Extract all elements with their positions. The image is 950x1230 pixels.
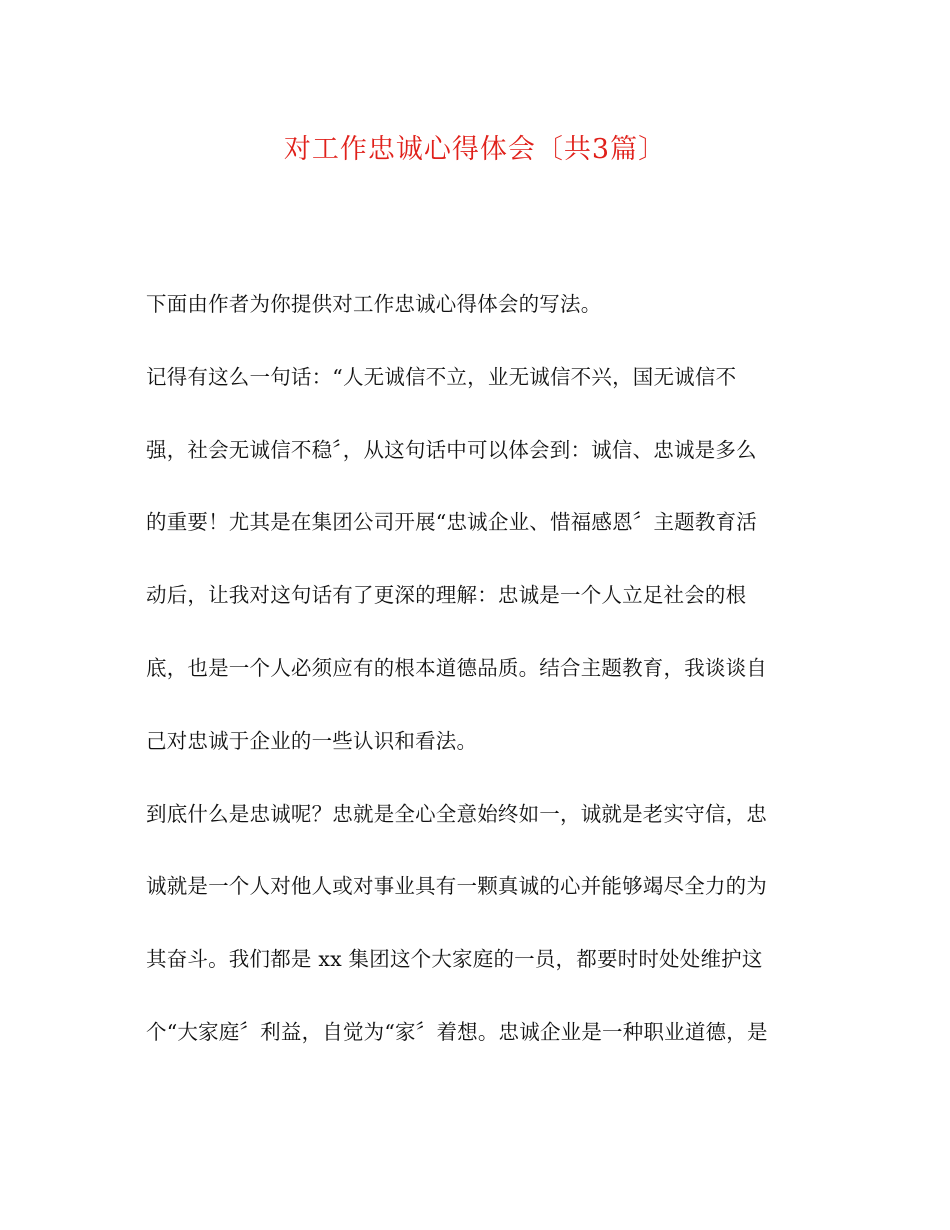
document-title: 对工作忠诚心得体会〔共3篇〕 bbox=[283, 134, 667, 165]
body-line: 个“大家庭〞利益，自觉为“家〞着想。忠诚企业是一种职业道德，是 bbox=[146, 1019, 768, 1044]
body-line: 底，也是一个人必须应有的根本道德品质。结合主题教育，我谈谈自 bbox=[146, 655, 767, 680]
body-line: 动后，让我对这句话有了更深的理解：忠诚是一个人立足社会的根 bbox=[146, 583, 747, 608]
body-line: 的重要！尤其是在集团公司开展“忠诚企业、惜福感恩〞主题教育活 bbox=[146, 510, 757, 535]
body-line: 己对忠诚于企业的一些认识和看法。 bbox=[146, 728, 478, 753]
body-line: 其奋斗。我们都是 xx 集团这个大家庭的一员，都要时时处处维护这 bbox=[146, 947, 763, 972]
body-line: 诚就是一个人对他人或对事业具有一颗真诚的心并能够竭尽全力的为 bbox=[146, 874, 767, 899]
body-line: 下面由作者为你提供对工作忠诚心得体会的写法。 bbox=[146, 292, 602, 316]
body-line: 强，社会无诚信不稳〞，从这句话中可以体会到：诚信、忠诚是多么 bbox=[146, 437, 757, 462]
document-body bbox=[146, 282, 810, 1083]
body-line: 记得有这么一句话：“人无诚信不立，业无诚信不兴，国无诚信不 bbox=[146, 364, 737, 389]
body-line: 到底什么是忠诚呢？忠就是全心全意始终如一，诚就是老实守信，忠 bbox=[146, 801, 767, 826]
